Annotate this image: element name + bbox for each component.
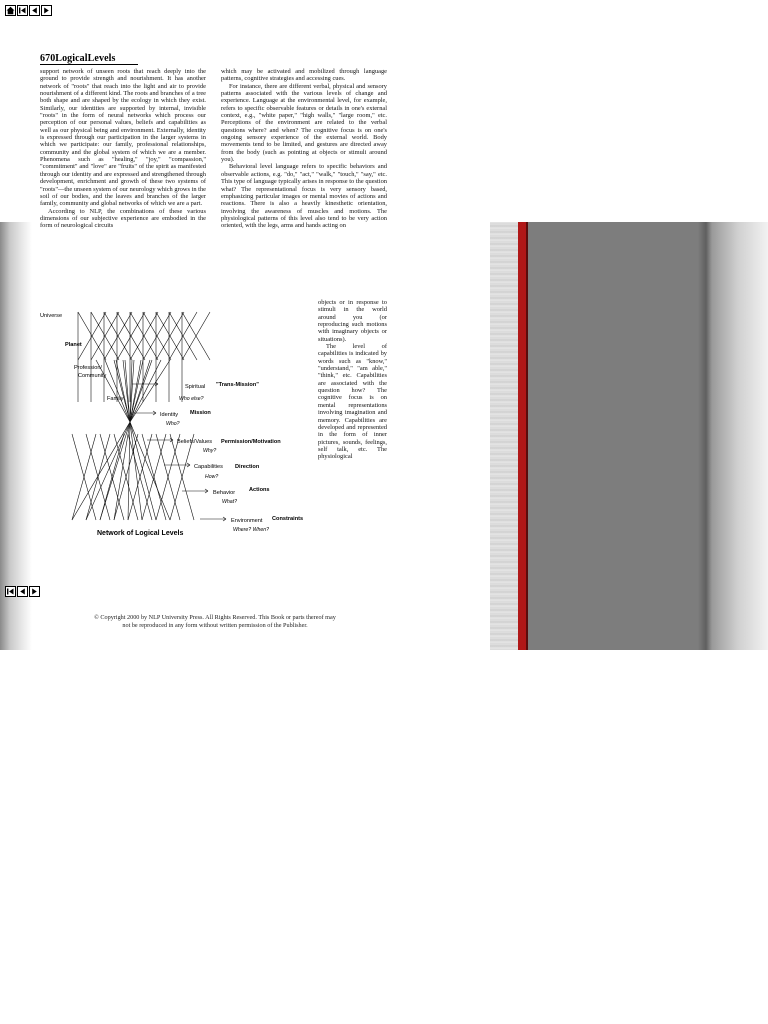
previous-page-icon — [18, 587, 27, 596]
narrow-text-column — [318, 299, 387, 461]
paragraph: For instance, there are different verbal, physical and sensory patterns associated with the various levels of change and experience. Language at the environmental level, for example, refers to specific observable features or details in one's external context, e.g., "white paper," "high walls," "large room," etc. Perceptions of the environment are related to the verbal questions where? and when? The cognitive focus is on one's ongoing sensory experience of the external world. Body movements tend to be limited, and gestures are directed away from the body (such as pointing at objects or stimuli around you). — [221, 82, 387, 164]
label-universe: Universe — [40, 313, 63, 319]
label-family: Family — [107, 396, 124, 402]
question-spiritual: Who else? — [179, 396, 204, 402]
next-page-icon — [42, 6, 51, 15]
previous-page-button[interactable] — [29, 5, 40, 16]
paragraph: According to NLP, the combinations of these various dimensions of our subjective experience are embodied in the form of neurological circuits — [40, 207, 206, 230]
book-edge-shadow — [698, 222, 768, 650]
first-page-button[interactable] — [5, 586, 16, 597]
home-button[interactable] — [5, 5, 16, 16]
question-environment: Where? When? — [233, 527, 270, 533]
process-behavior: Actions — [249, 487, 270, 493]
next-page-button[interactable] — [29, 586, 40, 597]
book-spine-shadow — [526, 222, 528, 650]
top-navigation — [5, 5, 52, 16]
label-planet: Planet — [65, 342, 82, 348]
book-side-panel — [490, 222, 768, 650]
process-spiritual: "Trans-Mission" — [216, 382, 259, 388]
process-capabilities: Direction — [235, 464, 260, 470]
level-environment: Environment — [231, 518, 263, 524]
previous-page-icon — [30, 6, 39, 15]
previous-page-button[interactable] — [17, 586, 28, 597]
paragraph: objects or in response to stimuli in the world around you (or reproducing such motions with imaginary objects or situations). — [318, 299, 387, 343]
question-capabilities: How? — [205, 474, 219, 480]
next-page-button[interactable] — [41, 5, 52, 16]
level-capabilities: Capabilities — [194, 464, 223, 470]
level-spiritual: Spiritual — [185, 384, 206, 390]
book-spine-stripe — [518, 222, 526, 650]
page-edge-texture — [490, 222, 518, 650]
question-behavior: What? — [222, 499, 237, 505]
home-icon — [6, 6, 15, 15]
paragraph: The level of capabilities is indicated by words such as "know," "understand," "am able," "think," etc. Capabilities are associated with the question how? The cognitive focus is on mental representations involving imagination and memory. Capabilities are developed and represented in the form of inner pictures, sounds, feelings, self talk, etc. The physiological — [318, 343, 387, 461]
first-page-icon — [18, 6, 27, 15]
level-behavior: Behavior — [213, 490, 236, 496]
network-lines — [72, 312, 226, 521]
level-beliefs: Beliefs/Values — [177, 439, 213, 445]
level-identity: Identity — [160, 412, 179, 418]
first-page-icon — [6, 587, 15, 596]
process-environment: Constraints — [272, 516, 304, 522]
header-rule — [40, 64, 138, 65]
process-beliefs: Permission/Motivation — [221, 439, 281, 445]
right-text-column — [221, 68, 387, 230]
paragraph: Behavioral level language refers to specific behaviors and observable actions, e.g. "do," "act," "walk," "touch," "say," etc. This type of language typically arises in response to the question what? The representational focus is very sensory based, emphasizing particular images or mental movies of actions and reactions. There is also a heavily kinesthetic orientation, involving the awareness of muscles and motions. The physiological patterns of this level also tend to be very action oriented, with the legs, arms and hands acting on — [221, 163, 387, 230]
logical-levels-network-diagram — [38, 304, 310, 540]
question-beliefs: Why? — [203, 448, 217, 454]
bottom-navigation — [5, 586, 40, 597]
copyright-line: © Copyright 2000 by NLP University Press. All Rights Reserved. This Book or parts thereof may — [94, 614, 336, 621]
process-identity: Mission — [190, 410, 211, 416]
copyright-line: not be reproduced in any form without written permission of the Publisher. — [122, 622, 308, 629]
diagram-title: Network of Logical Levels — [97, 530, 184, 537]
paragraph: support network of unseen roots that reach deeply into the ground to provide strength and nourishment. It has another network of "roots" that reach into the light and air to provide nourishment of a different kind. The roots and branches of a tree both shape and are shaped by the ecology in which they exist. Similarly, our identities are supported by internal, invisible "roots" in the form of neural networks which process our perception of our personal values, beliefs and capabilities as well as our physical being and environment. Externally, identity is expressed through our participation in the larger systems in which we participate: our family, professional relationships, community and the global system of which we are a member. Phenomena such as "healing," "joy," "compassion," "commitment" and "love" are "fruits" of the spirit as manifested through our identity and are expressed and strengthened through development, enrichment and growth of these two systems of "roots"—the unseen system of our neurology which grows in the soil of our bodies, and the leaves and branches of the larger family, community and global networks of which we are a part. — [40, 68, 206, 208]
next-page-icon — [30, 587, 39, 596]
paragraph: which may be activated and mobilized through language patterns, cognitive strategies and accessing cues. — [221, 68, 387, 83]
question-identity: Who? — [166, 421, 180, 427]
left-text-column — [40, 68, 206, 230]
page-header: 670LogicalLevels — [40, 53, 116, 64]
first-page-button[interactable] — [17, 5, 28, 16]
copyright-notice — [70, 614, 360, 630]
label-community-line1: Profession/ — [74, 365, 102, 371]
label-community-line2: Community — [78, 373, 107, 379]
